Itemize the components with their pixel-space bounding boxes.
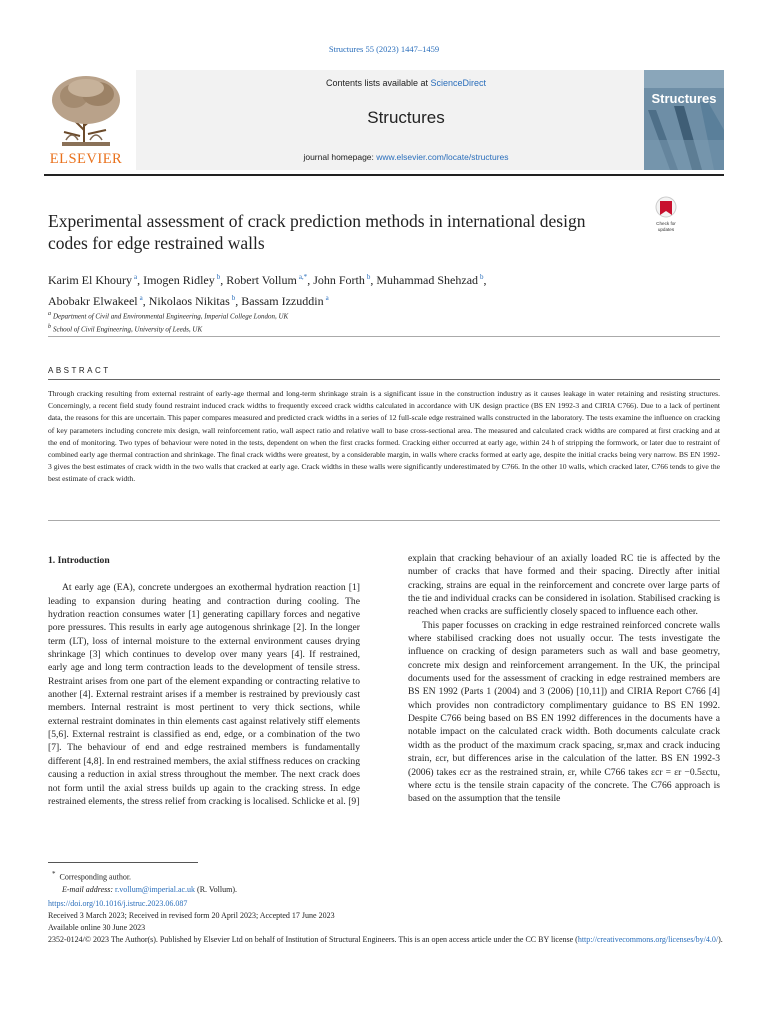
- affiliation-marker: b: [48, 324, 51, 331]
- email-note: [62, 884, 702, 897]
- license-suffix: ).: [718, 935, 723, 944]
- author-affiliation-marker[interactable]: b: [366, 273, 371, 281]
- affiliation-text: Department of Civil and Environmental Engineering, Imperial College London, UK: [53, 312, 289, 321]
- author[interactable]: [226, 273, 307, 287]
- email-suffix: (R. Vollum).: [195, 885, 237, 895]
- author-affiliation-marker[interactable]: a: [139, 294, 143, 302]
- svg-text:updates: updates: [657, 227, 675, 232]
- author-list: Karim El Khoury $^a$, Imogen Ridley $^b$, Robert Vollum $^{a,*}$, John Forth $^b$, Muhammad Shehzad $^b$, Abobakr Elwakeel $^a$, Nikolaos Nikitas $^b$, Bassam Izzuddin $^a$: [48, 273, 487, 308]
- body-column-left: [48, 554, 360, 808]
- email-link[interactable]: r.vollum@imperial.ac.uk: [115, 885, 196, 895]
- sciencedirect-link[interactable]: ScienceDirect: [430, 78, 487, 88]
- email-label: E-mail address:: [62, 885, 116, 895]
- footnote-divider: [48, 862, 198, 863]
- license-link[interactable]: http://creativecommons.org/licenses/by/4.0/: [577, 935, 719, 944]
- affiliation-divider: [48, 336, 720, 337]
- abstract-end-divider: [48, 520, 720, 521]
- left-paragraphs: [48, 581, 360, 808]
- journal-cover[interactable]: [644, 70, 724, 170]
- journal-header: [44, 70, 724, 172]
- author[interactable]: [48, 294, 143, 308]
- affiliation-list: [48, 309, 648, 336]
- publication-meta: [48, 898, 728, 946]
- journal-reference[interactable]: [0, 44, 768, 54]
- header-divider: [44, 174, 724, 176]
- available-online: Available online 30 June 2023: [48, 923, 146, 932]
- author-name: Robert Vollum: [226, 273, 297, 287]
- affiliation-marker: a: [48, 311, 51, 317]
- license-statement: [48, 934, 728, 946]
- journal-reference-link[interactable]: Structures 55 (2023) 1447–1459: [328, 44, 440, 54]
- paragraph: explain that cracking behaviour of an axially loaded RC tie is affected by the number of cracks that have formed and their spacing. Directly after initial cracking, strains are equal in the reinforcement and concrete over large parts of the tie and individual cracks can be considered in isolation. Stabilised cracking is reached when cracks are sufficiently closely spaced to influence each other.: [408, 553, 720, 618]
- author-name: Bassam Izzuddin: [241, 294, 324, 308]
- author[interactable]: [313, 273, 370, 287]
- abstract-divider: [48, 379, 720, 380]
- cover-title: Structures: [651, 91, 717, 106]
- paragraph: At early age (EA), concrete undergoes an exothermal hydration reaction [1] leading to expansion during heating and contraction during cooling. The hydration reaction consumes water [1] generating capillary forces and negative pore pressures. This results in early age autogenous shrinkage [2]. In the longer term (LT), loss of internal moisture to the external environment causes drying shrinkage [3] which continues to develop over many years [4]. If restrained, early age and long term contraction leads to the development of tensile stress. Restraint arises from one part of the element expanding or contracting relative to another [4]. External restraint arises if a member is restrained by previously cast members. Internal restraint is most pertinent to very thick sections, while external restraint dominates in thin elements cast against relatively stiff elements [5,6]. External restraint is classified as end, edge, or a combination of the two [7]. The behaviour of end and edge restrained members is fundamentally different [4,8]. In end restrained members, the axial stiffness reduces on cracking causing a reduction in axial stress throughout the member. The next crack does not form until the axial stress builds up again to the cracking stress. In edge restrained elements, the stress relief from cracking is localised. Schlicke et al. [9]: [48, 582, 360, 807]
- article-title: Experimental assessment of crack prediction methods in international design codes for edge restrained walls: [48, 211, 586, 253]
- author[interactable]: [48, 273, 137, 287]
- author-name: Imogen Ridley: [143, 273, 215, 287]
- author[interactable]: [149, 294, 236, 308]
- elsevier-logo[interactable]: [44, 70, 128, 170]
- author[interactable]: [241, 294, 328, 308]
- contents-prefix: Contents lists available at: [325, 78, 431, 88]
- author-affiliation-marker[interactable]: a: [133, 273, 138, 281]
- check-for-updates-badge[interactable]: [646, 194, 686, 234]
- right-paragraphs: [408, 552, 720, 806]
- author-name: Karim El Khoury: [48, 273, 132, 287]
- section-heading-introduction: 1. Introduction: [48, 555, 110, 566]
- affiliation: [48, 322, 648, 335]
- homepage-link[interactable]: www.elsevier.com/locate/structures: [376, 152, 509, 162]
- journal-title: Structures: [367, 108, 445, 127]
- corresponding-label: Corresponding author.: [59, 872, 132, 882]
- corresponding-author-note: * Corresponding author.: [52, 870, 132, 882]
- footnotes: [52, 868, 702, 897]
- doi-link[interactable]: https://doi.org/10.1016/j.istruc.2023.06.087: [48, 899, 188, 908]
- author-affiliation-marker[interactable]: b: [216, 273, 221, 281]
- contents-line: [136, 78, 676, 88]
- body-column-right: [408, 552, 720, 806]
- license-prefix: 2352-0124/© 2023 The Author(s). Published by Elsevier Ltd on behalf of Institution of Structural Engineers. This is an open access article under the CC BY license (: [48, 935, 578, 944]
- author[interactable]: [376, 273, 483, 287]
- author-name: Nikolaos Nikitas: [148, 294, 230, 308]
- author-name: John Forth: [313, 273, 365, 287]
- abstract-body: Through cracking resulting from external restraint of early-age thermal and long-term shrinkage strain is a significant issue in the construction industry as it causes leakage in water retaining and resisting structures. Concerningly, a recent field study found restraint induced crack widths to frequently exceed crack widths calculated in accordance with UK design practice (BS EN 1992-3 and CIRIA C766). Due to a lack of pertinent data, the reasons for this are uncertain. This paper compares measured and predicted crack widths in a series of 12 full-scale edge restrained walls constructed in the laboratory. The tests examine the influence on cracking of key parameters including concrete mix design, wall reinforcement ratio, wall aspect ratio and relative wall to base cross-sectional area. The measured and calculated crack widths are compared at first cracking and at the end of monitoring. Two types of behaviour were noted in the tests, dependent on when the first cracks formed. Cracking either occurred at early age, within 24 h of stripping the formwork, or later due to restraint of combined early age thermal contraction and shrinkage. The final crack widths were greatest, by a considerable margin, in walls where cracks formed at early age, despite the initial cracks being very narrow. BS EN 1992-3 gives the best estimates of crack width in the two walls that cracked at early age. Crack widths in these walls were significantly underestimated by C766. In the other 10 walls, which cracked later, C766 tends to give the best estimate of crack width.: [48, 389, 720, 484]
- homepage-line: [136, 152, 676, 162]
- homepage-prefix: journal homepage:: [303, 152, 377, 162]
- author-affiliation-marker[interactable]: a: [325, 294, 329, 302]
- author[interactable]: [143, 273, 220, 287]
- publisher-wordmark: ELSEVIER: [49, 151, 123, 167]
- svg-text:Check for: Check for: [656, 221, 676, 226]
- journal-info-box: [136, 70, 676, 170]
- author-name: Abobakr Elwakeel: [48, 294, 138, 308]
- paragraph: This paper focusses on cracking in edge restrained reinforced concrete walls where stabilised cracking does not usually occur. The tests investigate the influence on cracking of design parameters such as wall and base geometry, concrete mix design and reinforcement arrangement. In the UK, the principal documents used for the assessment of cracking in edge restrained members are BS EN 1992 (Parts 1 (2004) and 3 (2006) [10,11]) and CIRIA Report C766 [4] which provides non contradictory complimentary guidance to BS EN 1992. Despite C766 being based on BS EN 1992 differences in the documents have a notable impact on the calculated crack width. Both documents calculate crack width as the product of the maximum crack spacing, sr,max and crack inducing strain, εcr, but differences arise in the calculation of the latter. BS EN 1992-3 (2006) takes εcr as the restrained strain, εr, while C766 takes εcr = εr −0.5εctu, where εctu is the tensile strain capacity of the concrete. The C766 approach is based on the assumption that the tensile: [408, 619, 720, 805]
- affiliation-text: School of Civil Engineering, University of Leeds, UK: [53, 325, 203, 334]
- received-dates: Received 3 March 2023; Received in revised form 20 April 2023; Accepted 17 June 2023: [48, 911, 335, 920]
- author-affiliation-marker[interactable]: a,*: [298, 273, 308, 281]
- affiliation: [48, 309, 648, 322]
- author-name: Muhammad Shehzad: [376, 273, 479, 287]
- author-affiliation-marker[interactable]: b: [480, 273, 484, 281]
- author-affiliation-marker[interactable]: b: [231, 294, 236, 302]
- abstract-heading: ABSTRACT: [48, 366, 111, 375]
